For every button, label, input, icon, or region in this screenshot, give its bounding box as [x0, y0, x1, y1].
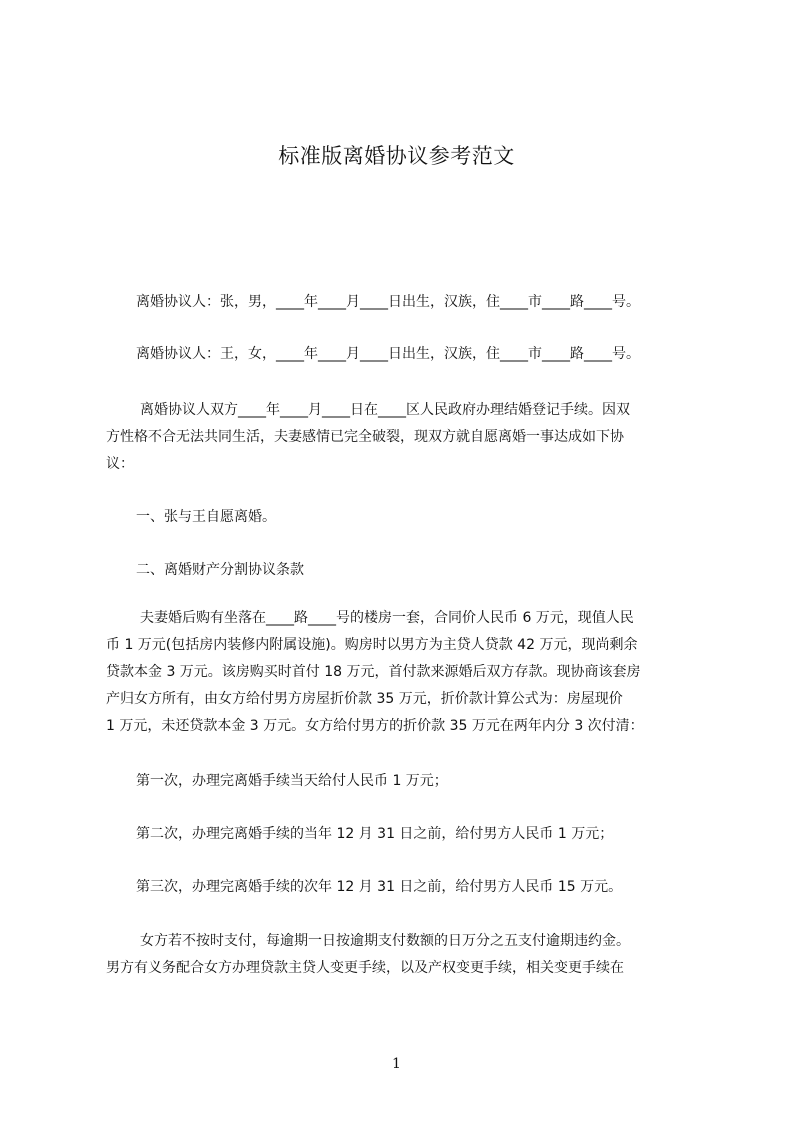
property-line-2: 币 1 万元(包括房内装修内附属设施)。购房时以男方为主贷人贷款 42 万元，现尚剩余 — [106, 637, 638, 653]
intro-line-2: 方性格不合无法共同生活，夫妻感情已完全破裂，现双方就自愿离婚一事达成如下协 — [106, 429, 624, 445]
clause-1-heading: 一、张与王自愿离婚。 — [136, 509, 276, 525]
payment-1-line: 第一次，办理完离婚手续当天给付人民币 1 万元； — [136, 773, 448, 789]
party-2-line: 离婚协议人：王，女，____年____月____日出生，汉族，住____市____路____号。 — [136, 346, 640, 362]
party-1-line: 离婚协议人：张，男，____年____月____日出生，汉族，住____市____路____号。 — [136, 294, 640, 310]
penalty-line-1: 女方若不按时支付，每逾期一日按逾期支付数额的日万分之五支付逾期违约金。 — [140, 933, 630, 949]
penalty-line-2: 男方有义务配合女方办理贷款主贷人变更手续，以及产权变更手续，相关变更手续在 — [106, 960, 624, 976]
page-number: 1 — [392, 1056, 401, 1072]
document-title: 标准版离婚协议参考范文 — [278, 144, 515, 168]
payment-3-line: 第三次，办理完离婚手续的次年 12 月 31 日之前，给付男方人民币 15 万元。 — [136, 879, 623, 895]
intro-line-3: 议： — [106, 456, 134, 472]
clause-2-heading: 二、离婚财产分割协议条款 — [136, 562, 304, 578]
property-line-1: 夫妻婚后购有坐落在____路____号的楼房一套，合同价人民币 6 万元，现值人民 — [140, 610, 634, 626]
intro-line-1: 离婚协议人双方____年____月____日在____区人民政府办理结婚登记手续。因双 — [140, 402, 630, 418]
payment-2-line: 第二次，办理完离婚手续的当年 12 月 31 日之前，给付男方人民币 1 万元； — [136, 826, 614, 842]
property-line-4: 产归女方所有，由女方给付男方房屋折价款 35 万元，折价款计算公式为：房屋现价 — [106, 691, 623, 707]
property-line-3: 贷款本金 3 万元。该房购买时首付 18 万元，首付款来源婚后双方存款。现协商该套房 — [106, 664, 641, 680]
property-line-5: 1 万元，未还贷款本金 3 万元。女方给付男方的折价款 35 万元在两年内分 3 次付清： — [106, 718, 644, 734]
